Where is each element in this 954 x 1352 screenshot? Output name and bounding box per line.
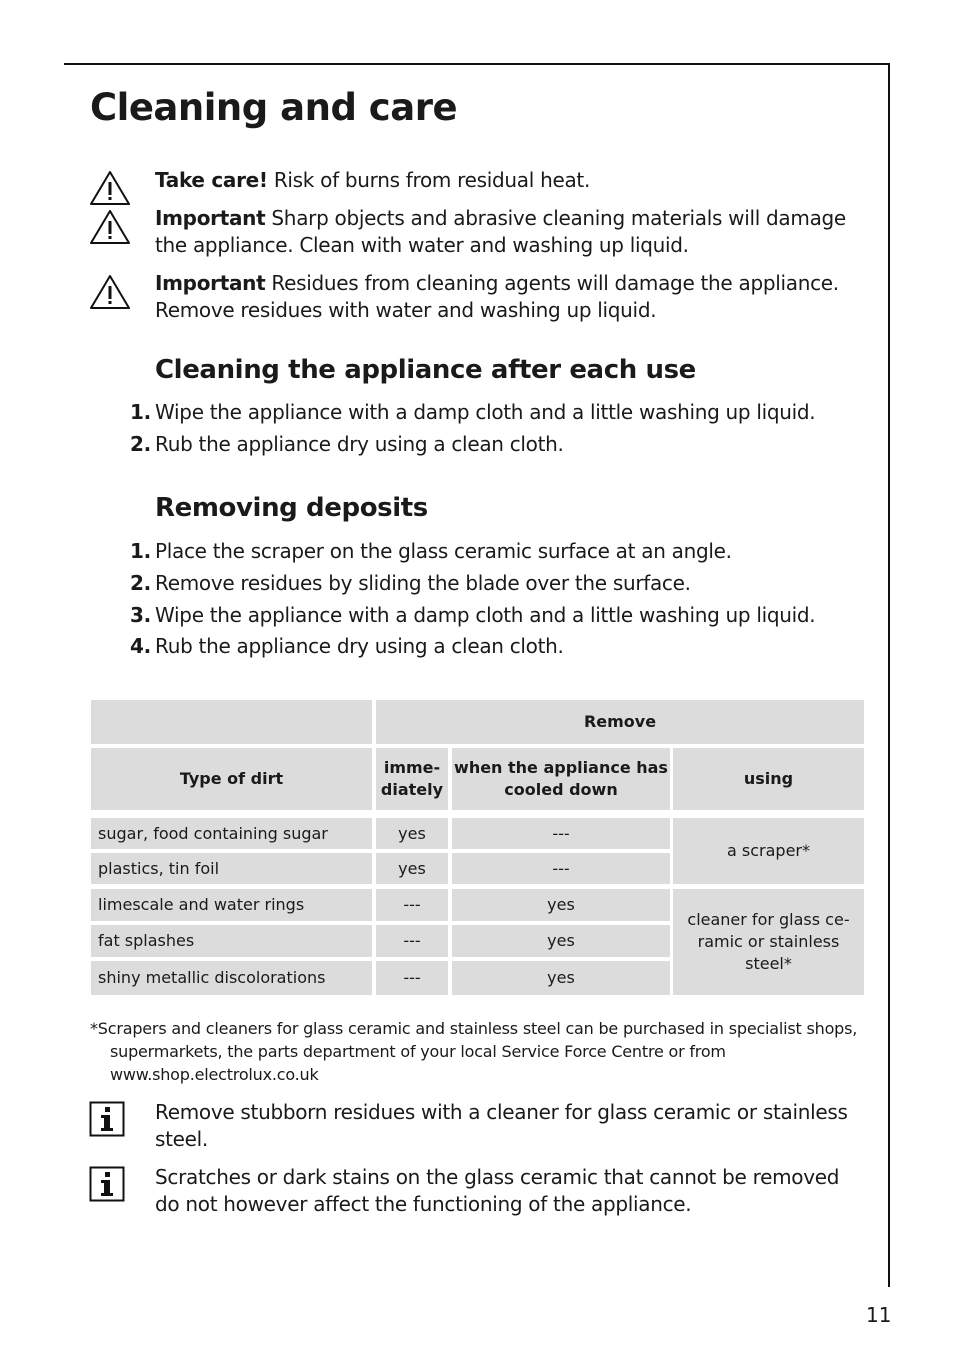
step-text: Remove residues by sliding the blade over the surface. [155,571,691,595]
step-text: Place the scraper on the glass ceramic surface at an angle. [155,539,732,563]
step-number: 2. [130,432,151,456]
list-item [130,538,732,565]
step-number: 1. [130,539,151,563]
list-item [130,602,815,629]
step-number: 4. [130,634,151,658]
table-cell-cooled: --- [452,818,670,849]
step-text: Rub the appliance dry using a clean cloth. [155,432,564,456]
top-rule [64,63,890,65]
table-header-using: using [673,748,864,810]
info-text-1: Remove stubborn residues with a cleaner for glass ceramic or stainless steel. [155,1100,848,1151]
step-number: 1. [130,400,151,424]
table-cell-dirt: fat splashes [91,925,372,957]
table-cell-dirt: limescale and water rings [91,889,372,921]
warning-body: Residues from cleaning agents will damage the appliance. Remove residues with water and washing up liquid. [155,271,839,322]
table-cell-immediately: --- [376,889,448,921]
list-item [130,633,564,660]
step-text: Wipe the appliance with a damp cloth and a little washing up liquid. [155,400,816,424]
step-text: Rub the appliance dry using a clean cloth. [155,634,564,658]
warning-label: Important [155,271,266,295]
warning-text-2 [155,205,860,259]
step-text: Wipe the appliance with a damp cloth and a little washing up liquid. [155,603,816,627]
info-text-2: Scratches or dark stains on the glass ceramic that cannot be removed do not however affect the functioning of the appliance. [155,1165,840,1216]
table-header-remove: Remove [376,700,864,744]
table-cell-dirt: shiny metallic discolorations [91,961,372,995]
table-cell-cooled: --- [452,853,670,884]
table-header-type: Type of dirt [91,748,372,810]
page-number: 11 [866,1303,892,1327]
table-cell-dirt: plastics, tin foil [91,853,372,884]
table-header-cooled: when the appliance has cooled down [452,748,670,810]
list-item [130,399,815,426]
table-header-immediately: imme- diately [376,748,448,810]
warning-label: Important [155,206,266,230]
warning-triangle-icon [89,170,131,206]
table-cell-cooled: yes [452,889,670,921]
table-cell-using-cleaner: cleaner for glass ce- ramic or stainless steel* [673,889,864,995]
table-cell-cooled: yes [452,925,670,957]
warning-body: Risk of burns from residual heat. [267,168,591,192]
table-cell-using-scraper: a scraper* [673,818,864,884]
warning-text-1 [155,167,860,194]
warning-body: Sharp objects and abrasive cleaning materials will damage the appliance. Clean with water and washing up liquid. [155,206,846,257]
warning-text-3 [155,270,860,324]
table-cell-immediately: --- [376,925,448,957]
warning-triangle-icon [89,209,131,245]
table-cell-cooled: yes [452,961,670,995]
table-cell-dirt: sugar, food containing sugar [91,818,372,849]
warning-triangle-icon [89,274,131,310]
footnote-line: *Scrapers and cleaners for glass ceramic and stainless steel can be purchased in specialist shops, [90,1019,858,1038]
warning-label: Take care! [155,168,268,192]
side-rule [888,63,890,1287]
list-item [130,570,691,597]
page-title: Cleaning and care [90,86,458,129]
table-header-empty [91,700,372,744]
info-icon [89,1166,125,1202]
list-item [130,431,564,458]
table-cell-immediately: yes [376,853,448,884]
section-heading-cleaning: Cleaning the appliance after each use [155,355,696,385]
info-icon [89,1101,125,1137]
footnote [90,1017,870,1086]
step-number: 2. [130,571,151,595]
footnote-line: supermarkets, the parts department of your local Service Force Centre or from [110,1042,726,1061]
section-heading-deposits: Removing deposits [155,493,428,523]
table-cell-immediately: --- [376,961,448,995]
step-number: 3. [130,603,151,627]
footnote-link: www.shop.electrolux.co.uk [110,1065,319,1084]
table-cell-immediately: yes [376,818,448,849]
